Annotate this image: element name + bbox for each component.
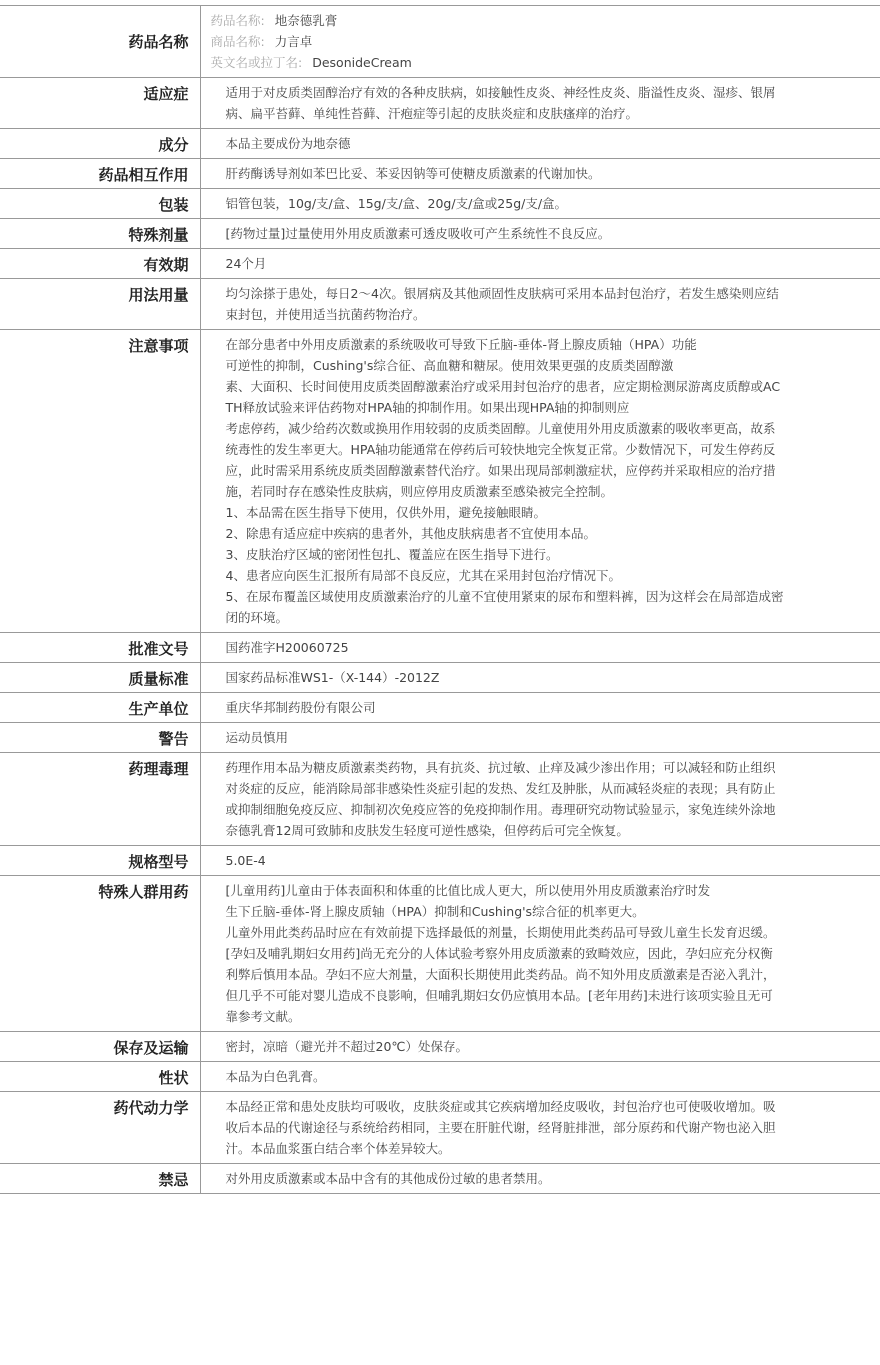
- row-value: [200, 129, 880, 159]
- row-label: [0, 219, 200, 249]
- row-value-paragraph: 药理作用本品为糖皮质激素类药物，具有抗炎、抗过敏、止痒及减少渗出作用；可以减轻和防止组织对炎症的反应，能消除局部非感染性炎症引起的发热、发红及肿胀，从而减轻炎症的表现；具有防止或抑制细胞免疫反应、抑制初次免疫应答的免疫抑制作用。毒理研究动物试验显示，家兔连续外涂地奈德乳膏12周可致肺和皮肤发生轻度可逆性感染，但停药后可完全恢复。: [225, 760, 776, 838]
- row-value: [200, 330, 880, 633]
- english-name-key: 英文名或拉丁名:: [210, 55, 303, 70]
- row-value-paragraph: 国药准字H20060725: [225, 640, 349, 655]
- spec-row: [0, 1032, 880, 1062]
- row-label: [0, 693, 200, 723]
- generic-name-line: [211, 10, 786, 31]
- row-value-paragraph: 5、在尿布覆盖区域使用皮质激素治疗的儿童不宜使用紧束的尿布和塑料裤，因为这样会在局部造成密闭的环境。: [225, 589, 784, 625]
- names-value: [200, 6, 880, 78]
- row-label: [0, 189, 200, 219]
- row-label: [0, 1092, 200, 1164]
- spec-row: [0, 633, 880, 663]
- row-value-paragraph: 3、皮肤治疗区域的密闭性包扎、覆盖应在医生指导下进行。: [225, 547, 559, 562]
- spec-row: [0, 753, 880, 846]
- row-label-text: 生产单位: [128, 700, 189, 718]
- row-value-paragraph: 国家药品标准WS1-（X-144）-2012Z: [225, 670, 440, 685]
- row-value-paragraph: 本品经正常和患处皮肤均可吸收，皮肤炎症或其它疾病增加经皮吸收，封包治疗也可使吸收增加。吸收后本品的代谢途径与系统给药相同，主要在肝脏代谢，经肾脏排泄，部分原药和代谢产物也泌入胆汁。本品血浆蛋白结合率个体差异较大。: [225, 1099, 776, 1156]
- row-value-paragraph: 适用于对皮质类固醇治疗有效的各种皮肤病，如接触性皮炎、神经性皮炎、脂溢性皮炎、湿疹、银屑病、扁平苔藓、单纯性苔藓、汗疱症等引起的皮肤炎症和皮肤瘙痒的治疗。: [225, 85, 776, 121]
- spec-row: [0, 1092, 880, 1164]
- spec-row: [0, 1164, 880, 1194]
- row-label: [0, 723, 200, 753]
- spec-row: [0, 876, 880, 1032]
- row-value-paragraph: [儿童用药]儿童由于体表面积和体重的比值比成人更大，所以使用外用皮质激素治疗时发: [225, 883, 711, 898]
- row-value-paragraph: [药物过量]过量使用外用皮质激素可透皮吸收可产生系统性不良反应。: [225, 226, 611, 241]
- spec-row: [0, 219, 880, 249]
- spec-row: [0, 663, 880, 693]
- row-label: [0, 633, 200, 663]
- trade-name-key: 商品名称:: [210, 34, 265, 49]
- row-value: [200, 633, 880, 663]
- row-value-paragraph: 本品主要成份为地奈德: [225, 136, 351, 151]
- row-value: [200, 663, 880, 693]
- row-label: [0, 753, 200, 846]
- row-label: [0, 159, 200, 189]
- row-value: [200, 876, 880, 1032]
- english-name-line: [211, 52, 786, 73]
- row-value-paragraph: 素、大面积、长时间使用皮质类固醇激素治疗或采用封包治疗的患者，应定期检测尿游离皮质醇或ACTH释放试验来评估药物对HPA轴的抑制作用。如果出现HPA轴的抑制则应: [225, 379, 781, 415]
- row-label: [0, 279, 200, 330]
- row-value-paragraph: 儿童外用此类药品时应在有效前提下选择最低的剂量，长期使用此类药品可导致儿童生长发育迟缓。[孕妇及哺乳期妇女用药]尚无充分的人体试验考察外用皮质激素的致畸效应，因此，孕妇应充分权衡利弊后慎用本品。孕妇不应大剂量，大面积长期使用此类药品。尚不知外用皮质激素是否泌入乳汁，但几乎不可能对婴儿造成不良影响，但哺乳期妇女仍应慎用本品。[老年用药]未进行该项实验且无可靠参考文献。: [225, 925, 776, 1024]
- row-value: [200, 723, 880, 753]
- row-value-paragraph: 可逆性的抑制，Cushing's综合征、高血糖和糖尿。使用效果更强的皮质类固醇激: [225, 358, 674, 373]
- row-label-text: 有效期: [143, 256, 189, 274]
- row-label-text: 注意事项: [128, 337, 189, 355]
- row-label-text: 药理毒理: [128, 760, 189, 778]
- spec-row: [0, 1062, 880, 1092]
- row-label-text: 警告: [158, 730, 189, 748]
- row-value: [200, 1062, 880, 1092]
- row-label: [0, 78, 200, 129]
- english-name-value: DesonideCream: [312, 55, 412, 70]
- row-value-paragraph: 运动员慎用: [225, 730, 289, 745]
- row-value-paragraph: 生下丘脑-垂体-肾上腺皮质轴（HPA）抑制和Cushing's综合征的机率更大。: [225, 904, 645, 919]
- row-label-text: 药代动力学: [113, 1099, 189, 1117]
- row-value-paragraph: 对外用皮质激素或本品中含有的其他成份过敏的患者禁用。: [225, 1171, 551, 1186]
- drug-spec-table: [0, 5, 880, 1194]
- row-label: [0, 6, 200, 78]
- row-label-text: 药品相互作用: [98, 166, 189, 184]
- row-label-text: 成分: [158, 136, 189, 154]
- row-label-text: 特殊人群用药: [98, 883, 189, 901]
- spec-row: [0, 693, 880, 723]
- row-value-paragraph: 5.0E-4: [225, 853, 266, 868]
- generic-name-value: 地奈德乳膏: [274, 13, 338, 28]
- row-label: [0, 846, 200, 876]
- row-label-text: 禁忌: [158, 1171, 189, 1189]
- row-label: [0, 249, 200, 279]
- row-label: [0, 129, 200, 159]
- spec-row: [0, 129, 880, 159]
- row-value: [200, 753, 880, 846]
- row-value-paragraph: 铝管包装，10g/支/盒、15g/支/盒、20g/支/盒或25g/支/盒。: [225, 196, 568, 211]
- row-value-paragraph: 24个月: [225, 256, 267, 271]
- row-value: [200, 846, 880, 876]
- row-value-paragraph: 密封，凉暗（避光并不超过20℃）处保存。: [225, 1039, 468, 1054]
- spec-row: [0, 249, 880, 279]
- spec-row: [0, 78, 880, 129]
- row-value-paragraph: 重庆华邦制药股份有限公司: [225, 700, 376, 715]
- row-label: [0, 1062, 200, 1092]
- generic-name-key: 药品名称:: [210, 13, 265, 28]
- row-value: [200, 249, 880, 279]
- trade-name-value: 力言卓: [274, 34, 313, 49]
- trade-name-line: [211, 31, 786, 52]
- row-label-text: 适应症: [143, 85, 189, 103]
- spec-table-body: [0, 6, 880, 1194]
- row-label-text: 批准文号: [128, 640, 189, 658]
- row-value: [200, 1032, 880, 1062]
- row-value-paragraph: 本品为白色乳膏。: [225, 1069, 326, 1084]
- row-value: [200, 279, 880, 330]
- row-value: [200, 1092, 880, 1164]
- spec-row: [0, 846, 880, 876]
- row-label: [0, 663, 200, 693]
- row-value-paragraph: 2、除患有适应症中疾病的患者外，其他皮肤病患者不宜使用本品。: [225, 526, 596, 541]
- row-label-text: 包装: [158, 196, 189, 214]
- row-value: [200, 219, 880, 249]
- row-value: [200, 189, 880, 219]
- row-value: [200, 159, 880, 189]
- spec-row-names: [0, 6, 880, 78]
- row-value-paragraph: 肝药酶诱导剂如苯巴比妥、苯妥因钠等可使糖皮质激素的代谢加快。: [225, 166, 601, 181]
- row-value-paragraph: 均匀涂搽于患处，每日2～4次。银屑病及其他顽固性皮肤病可采用本品封包治疗，若发生感染则应结束封包，并使用适当抗菌药物治疗。: [225, 286, 779, 322]
- spec-row: [0, 723, 880, 753]
- spec-row: [0, 279, 880, 330]
- row-label-text: 保存及运输: [113, 1039, 189, 1057]
- row-label-text: 用法用量: [128, 286, 189, 304]
- row-label-text: 特殊剂量: [128, 226, 189, 244]
- row-label-text: 规格型号: [128, 853, 189, 871]
- row-value: [200, 1164, 880, 1194]
- names-label: 药品名称: [128, 32, 189, 51]
- row-label: [0, 876, 200, 1032]
- spec-row: [0, 159, 880, 189]
- row-label-text: 性状: [158, 1069, 189, 1087]
- row-label-text: 质量标准: [128, 670, 189, 688]
- row-value: [200, 693, 880, 723]
- row-label: [0, 1032, 200, 1062]
- row-value: [200, 78, 880, 129]
- row-value-paragraph: 4、患者应向医生汇报所有局部不良反应，尤其在采用封包治疗情况下。: [225, 568, 621, 583]
- spec-row: [0, 189, 880, 219]
- row-value-paragraph: 考虑停药，减少给药次数或换用作用较弱的皮质类固醇。儿童使用外用皮质激素的吸收率更高，故系统毒性的发生率更大。HPA轴功能通常在停药后可较快地完全恢复正常。少数情况下，可发生停药反应，此时需采用系统皮质类固醇激素替代治疗。如果出现局部刺激症状，应停药并采取相应的治疗措施，若同时存在感染性皮肤病，则应停用皮质激素至感染被完全控制。: [225, 421, 776, 499]
- row-value-paragraph: 在部分患者中外用皮质激素的系统吸收可导致下丘脑-垂体-肾上腺皮质轴（HPA）功能: [225, 337, 697, 352]
- spec-row: [0, 330, 880, 633]
- row-label: [0, 330, 200, 633]
- row-value-paragraph: 1、本品需在医生指导下使用，仅供外用，避免接触眼睛。: [225, 505, 546, 520]
- row-label: [0, 1164, 200, 1194]
